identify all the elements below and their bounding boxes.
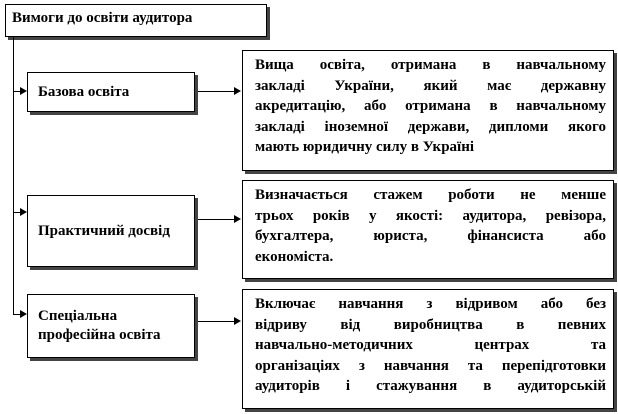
description-line: бухгалтера, юриста, фінансиста або bbox=[255, 228, 606, 244]
category-label: Практичний досвід bbox=[38, 222, 170, 239]
arrow-to-description-2 bbox=[234, 215, 241, 223]
description-line: закладі іноземної держави, дипломи якого bbox=[255, 118, 606, 135]
description-line: економіста. bbox=[255, 248, 334, 265]
category-label: Спеціальна професійна освіта bbox=[38, 308, 161, 343]
arrow-to-category-2 bbox=[20, 208, 27, 216]
description-line: трьох років у якості: аудитора, ревізора, bbox=[255, 207, 606, 224]
description-box-practical-experience bbox=[242, 180, 614, 279]
description-line: Вища освіта, отримана в навчальному bbox=[255, 57, 606, 73]
connector-trunk bbox=[13, 37, 14, 314]
description-box-basic-education bbox=[242, 50, 614, 171]
category-box-special-professional-education bbox=[27, 294, 195, 358]
description-line: закладі України, який має державну bbox=[255, 77, 606, 94]
description-line: Визначається стажем роботи не менше bbox=[255, 187, 606, 203]
description-line: організаціях з навчання та перепідготовки bbox=[255, 357, 606, 374]
arrow-to-description-1 bbox=[234, 87, 241, 95]
category-label: Базова освіта bbox=[38, 83, 130, 100]
arrow-to-category-1 bbox=[20, 87, 27, 95]
diagram-title-box bbox=[5, 4, 267, 37]
description-line: акредитацію, або отримана в навчальному bbox=[255, 98, 606, 114]
arrow-to-description-3 bbox=[234, 317, 241, 325]
connector-to-description-1 bbox=[195, 91, 235, 92]
description-line: аудиторів і стажування в аудиторській bbox=[255, 378, 606, 394]
description-line: Включає навчання з відривом або без bbox=[255, 296, 606, 312]
arrow-to-category-3 bbox=[20, 310, 27, 318]
category-box-basic-education bbox=[27, 72, 195, 112]
description-line: навчально-методичних центрах та bbox=[255, 337, 606, 353]
diagram-title: Вимоги до освіти аудитора bbox=[12, 10, 193, 26]
description-line: відриву від виробництва в певних bbox=[255, 316, 606, 333]
description-box-special-professional-education bbox=[242, 289, 614, 409]
category-box-practical-experience bbox=[27, 195, 195, 267]
connector-to-description-2 bbox=[195, 219, 235, 220]
connector-to-description-3 bbox=[195, 321, 235, 322]
description-line: мають юридичну силу в Україні bbox=[255, 139, 475, 155]
